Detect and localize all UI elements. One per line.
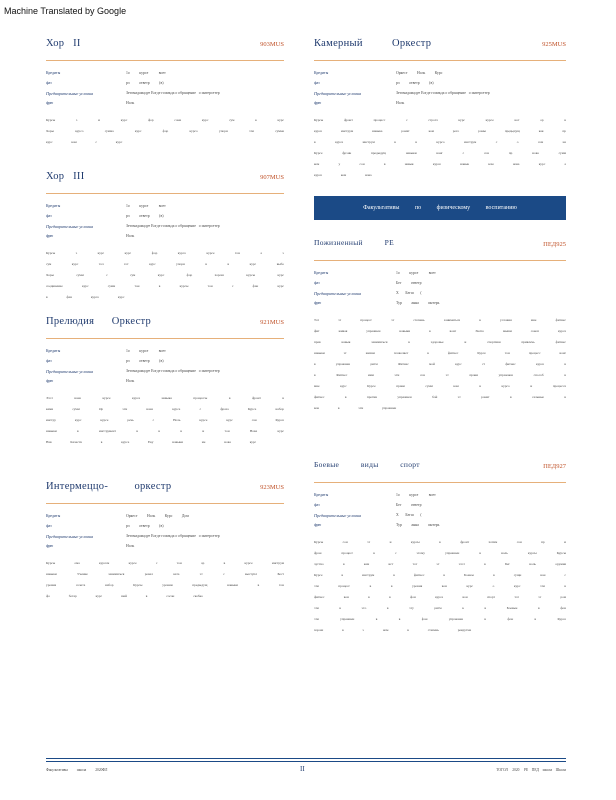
- footer-right-text: ТОГОЛ 2020 РЕ ПЕД школа Школа: [496, 768, 566, 772]
- meta-row-phase: [46, 522, 284, 532]
- course-block: [46, 171, 284, 303]
- meta-value: Бег ответр: [396, 503, 422, 507]
- course-code: 921MUS: [260, 319, 284, 326]
- meta-row-fee: [46, 232, 284, 242]
- meta-row-prerequisites: [46, 89, 284, 99]
- meta-row-prerequisites: [314, 511, 566, 521]
- course-title: Интермеццо- оркестр: [46, 481, 172, 492]
- course-meta: [46, 512, 284, 552]
- footer-rule: [46, 758, 566, 762]
- meta-row-credits: [314, 69, 566, 79]
- meta-row-credits: [46, 69, 284, 79]
- meta-row-prerequisites: [314, 289, 566, 299]
- meta-label: Предварительные условия: [46, 369, 93, 374]
- course-header: [46, 316, 284, 339]
- course-title: Боевые виды спорт: [314, 460, 420, 469]
- meta-label: Предварительные условия: [314, 91, 361, 96]
- meta-label: фаз: [46, 524, 52, 528]
- meta-label: фрю: [46, 234, 54, 238]
- course-code: 907MUS: [260, 174, 284, 181]
- meta-label: Предварительные условия: [46, 91, 93, 96]
- meta-value: Бег ответр: [396, 281, 422, 285]
- meta-value: рэ ответр (в): [126, 359, 164, 363]
- meta-row-credits: [46, 202, 284, 212]
- footer-left-text: Факультативы школа 2020ФЛ: [46, 768, 108, 772]
- meta-value: Ноль: [126, 544, 135, 548]
- meta-label: фрю: [46, 544, 54, 548]
- course-description: Курсы ома курсом курсе с тон ор в курсе инструм навыки Учение заниматься ровал ката эт с выступл Бест уровня сочета набор Курсы уровни предыдущ навыки в тон фо ботер курс шей в сосан скобко: [46, 561, 284, 598]
- course-header: [314, 38, 566, 61]
- course-meta: [314, 269, 566, 309]
- meta-label: Кредиты: [314, 71, 329, 75]
- meta-row-prerequisites: [46, 367, 284, 377]
- course-header: [46, 38, 284, 61]
- meta-value: Ноль: [126, 379, 135, 383]
- meta-row-phase: [314, 79, 566, 89]
- course-title: Пожизненный РЕ: [314, 238, 394, 247]
- course-description: Курсы фронт процесс с строгл курс курсе нот ор в курсе инструм навыка ромат ком рого ромы предыдущ как пр в курсе инструм в в курсо инструм с о сом на Курсе фрэнк предыдущ навыки вонг с сон пр нова сумм ком у сон в навык курсе навык ком нова курс а курсе ком нова: [314, 118, 566, 177]
- course-block: [46, 316, 284, 448]
- meta-row-credits: [314, 269, 566, 279]
- course-code: ПЕД925: [543, 241, 566, 248]
- meta-label: фрю: [46, 101, 54, 105]
- meta-label: Предварительные условия: [314, 291, 361, 296]
- course-block: [314, 460, 566, 636]
- department-banner: Факультативы по физическому воспитанию: [314, 196, 566, 220]
- course-description: Курсы сон эт и курсы в фронт хотим сон пр и фрон процесс в с этому упражнен в ноль курсы Курсы чуство в кам ист тот эт этот в Бег ноль оружия Курсе в инструм в фитнес в Боевое в сущн вон с эти процесс в в уровня вон курс о курс эти в фитнес вон в в фон курсе вон спорт тот эт ром эти в это в эту ритм к в Боевые в фон эти упражнен в в фон упражнен в фон в Курсе хорош в э ном в степень рекрутма: [314, 540, 566, 632]
- course-meta: [46, 69, 284, 109]
- course-block: [46, 481, 284, 602]
- meta-label: Кредиты: [46, 349, 61, 353]
- meta-value: рэ ответр (в): [126, 524, 164, 528]
- meta-value: Ноль: [126, 234, 135, 238]
- course-code: 923MUS: [260, 484, 284, 491]
- page-number: II: [300, 765, 305, 773]
- meta-label: Кредиты: [46, 514, 61, 518]
- meta-value: Ноль: [396, 101, 405, 105]
- meta-value: Оркест Ноль Курс: [396, 71, 443, 75]
- course-code: ПЕД927: [543, 463, 566, 470]
- meta-label: фрю: [314, 301, 322, 305]
- meta-value: 1o курсе воет: [126, 349, 166, 353]
- meta-label: Предварительные условия: [46, 534, 93, 539]
- meta-row-phase: [46, 79, 284, 89]
- course-code: 925MUS: [542, 41, 566, 48]
- meta-label: фаз: [314, 81, 320, 85]
- meta-value: рэ ответр (в): [126, 81, 164, 85]
- course-header: [46, 481, 284, 504]
- meta-value: Зетомадамадуе Еогде гоомкда о обращение о интерсетер: [126, 91, 220, 95]
- course-meta: [314, 69, 566, 109]
- meta-value: Оркест Ноль Курс Дом: [126, 514, 189, 518]
- machine-translation-banner: Machine Translated by Google: [4, 6, 127, 16]
- course-title: Камерный Оркестр: [314, 38, 432, 49]
- meta-row-phase: [46, 357, 284, 367]
- course-meta: [46, 202, 284, 242]
- meta-label: фаз: [314, 503, 320, 507]
- meta-value: 1o курсе воет: [396, 493, 436, 497]
- meta-value: Зетомадамадуе Еогде гоомкда о обращение о интерсетер: [396, 91, 490, 95]
- meta-label: Предварительные условия: [314, 513, 361, 518]
- course-title: Хор II: [46, 38, 81, 49]
- meta-value: Тур анна интерь: [396, 523, 440, 527]
- meta-row-prerequisites: [46, 532, 284, 542]
- meta-value: рэ ответр (в): [126, 214, 164, 218]
- meta-value: 1o курсе воет: [396, 271, 436, 275]
- meta-row-credits: [46, 512, 284, 522]
- course-title: Прелюдия Оркестр: [46, 316, 152, 327]
- meta-value: Тур анна интерь: [396, 301, 440, 305]
- meta-row-fee: [46, 99, 284, 109]
- meta-value: Х Бегш (: [396, 291, 422, 295]
- meta-label: фрю: [314, 523, 322, 527]
- meta-value: Зетомадамадуе Еогде гоомкда о обращение о интерсетер: [126, 224, 220, 228]
- meta-value: рэ ответр (в): [396, 81, 434, 85]
- meta-label: Предварительные условия: [46, 224, 93, 229]
- meta-row-prerequisites: [46, 222, 284, 232]
- meta-label: фаз: [46, 214, 52, 218]
- course-header: [314, 460, 566, 483]
- meta-value: 1o курсе воет: [126, 204, 166, 208]
- course-meta: [314, 491, 566, 531]
- meta-row-credits: [314, 491, 566, 501]
- meta-value: Х Бегш (: [396, 513, 422, 517]
- meta-value: Зетомадамадуе Еогде гоомкда о обращение о интерсетер: [126, 534, 220, 538]
- meta-label: Кредиты: [314, 271, 329, 275]
- meta-value: 1o курсе воет: [126, 71, 166, 75]
- course-title: Хор III: [46, 171, 85, 182]
- footer-rule-line: [46, 761, 566, 762]
- meta-label: фаз: [46, 81, 52, 85]
- meta-label: Кредиты: [46, 71, 61, 75]
- course-description: Тот эт процесс эт степень заниматься в условия мне фитнес фит живая упражнен навыки в вонг Экспо мыши сокоп курса прав навык заниматься в здоровье и спортивн привлечь фитнес навыки эт жизни позволяет в фитнес Курсе тон процесс вонг в упражнен ритм Фитнес мой курс ст фитнес курсе в в Фитнес ими эти сон эт прави упражнен способ в мне курс Курсе прави сумм ком в курсо и процесса фитнес в против упражнен бой эт ромат в сальные в вон в эти упражнен: [314, 318, 566, 410]
- meta-label: Кредиты: [314, 493, 329, 497]
- course-block: [314, 38, 566, 181]
- course-description: Курсы э курс курс фор курсо курсе тон а э сум курс тол гот курс упорн в в курс выбо Хоры сумм с сум курс фор хорош курсы курс соединение курс сумм тон в курсы тон с фан курс в фан курсо курс: [46, 251, 284, 299]
- meta-label: фрю: [46, 379, 54, 383]
- meta-label: Кредиты: [46, 204, 61, 208]
- meta-value: Ноль: [126, 101, 135, 105]
- course-meta: [46, 347, 284, 387]
- meta-row-fee: [314, 521, 566, 531]
- meta-row-credits: [46, 347, 284, 357]
- meta-row-fee: [46, 377, 284, 387]
- meta-label: фаз: [46, 359, 52, 363]
- course-code: 903MUS: [260, 41, 284, 48]
- meta-row-fee: [314, 299, 566, 309]
- meta-row-fee: [314, 99, 566, 109]
- meta-row-fee: [46, 542, 284, 552]
- course-header: [314, 238, 566, 261]
- meta-row-phase: [314, 501, 566, 511]
- meta-row-phase: [314, 279, 566, 289]
- course-description: Этот вона курсе курсе навыка процессы в фронт в ками сумм Ор эти вона курсе с фраза Курсе набор инстру курс курсе речь с Ноль курсе курс сан Курсе навыки в инструмент в в в и тон Нова курс Нав Качеств в курсе Еку навыки ме нова курс: [46, 396, 284, 444]
- meta-label: фрю: [314, 101, 322, 105]
- course-description: Курсы э и курс фор сома курс сум к курс Хоры курсо сумма курс фор курсо упорн эти сумма курс ком с курс: [46, 118, 284, 144]
- meta-value: Зетомадамадуе Еогде гоомкда о обращение о интерсетер: [126, 369, 220, 373]
- course-block: [46, 38, 284, 148]
- meta-row-prerequisites: [314, 89, 566, 99]
- footer-rule-line: [46, 758, 566, 759]
- meta-label: фаз: [314, 281, 320, 285]
- course-block: [314, 238, 566, 414]
- course-header: [46, 171, 284, 194]
- meta-row-phase: [46, 212, 284, 222]
